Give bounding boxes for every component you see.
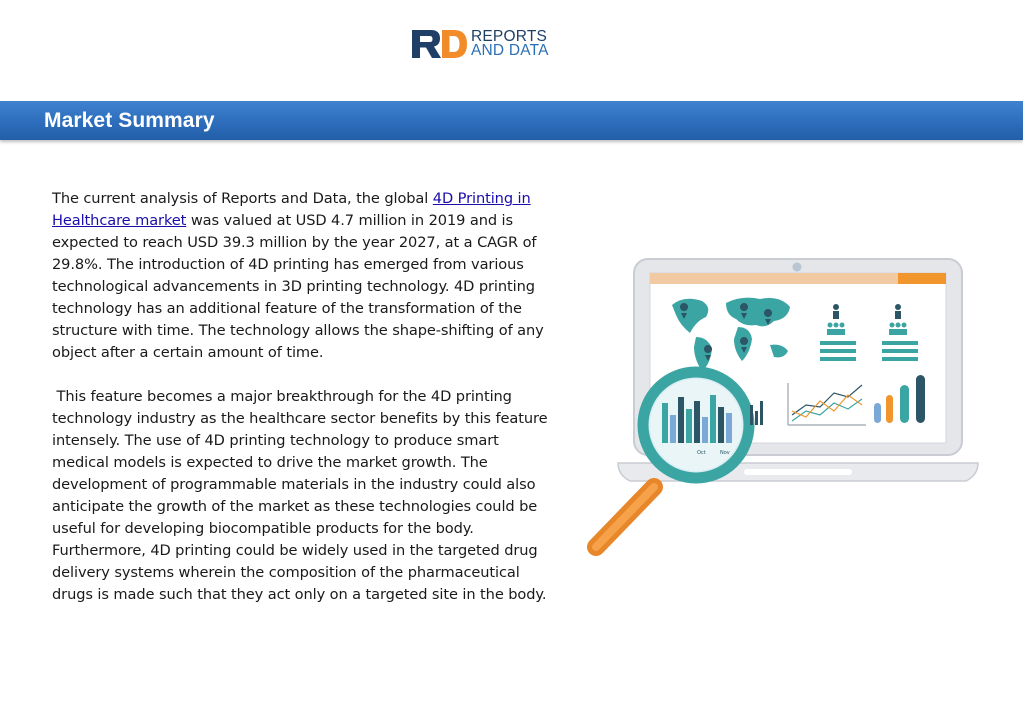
summary-paragraph-2: This feature becomes a major breakthrough for the 4D printing technology industry as the healthcare sector benefits by this feature intensely. The use of 4D printing technology to produce smart medical models is expected to drive the market growth. The development of programmable materials in the industry could also anticipate the growth of the market as these technologies could be useful for developing biocompatible products for the body. Furthermore, 4D printing could be widely used in the targeted drug delivery systems wherein the composition of the pharmaceutical drugs is made such that they act only on a targeted site in the body. [52,388,552,603]
summary-paragraph-1 [52,188,557,364]
logo-text-and-data: AND DATA [471,42,549,59]
logo-text-reports: REPORTS [471,28,548,45]
chart-label-oct: Oct [697,450,706,456]
page-title: Market Summary [44,109,215,132]
paragraph-1-body: was valued at USD 4.7 million in 2019 and is expected to reach USD 39.3 million by the year 2027, at a CAGR of 29.8%. The introduction of 4D printing has emerged from various technological advancements in 3D printing technology. 4D printing technology has an additional feature of the transformation of the structure with time. The technology allows the shape-shifting of any object after a certain amount of time. [52,212,544,361]
rd-logo-mark-icon [411,29,469,59]
chart-label-nov: Nov [720,450,730,456]
paragraph-1-intro: The current analysis of Reports and Data, the global [52,190,433,207]
laptop-analytics-illustration [584,255,984,560]
market-report-link[interactable]: 4D Printing in Healthcare market [52,190,531,229]
section-banner [0,101,1023,140]
market-summary-text [52,188,557,606]
reports-and-data-logo [411,29,549,59]
